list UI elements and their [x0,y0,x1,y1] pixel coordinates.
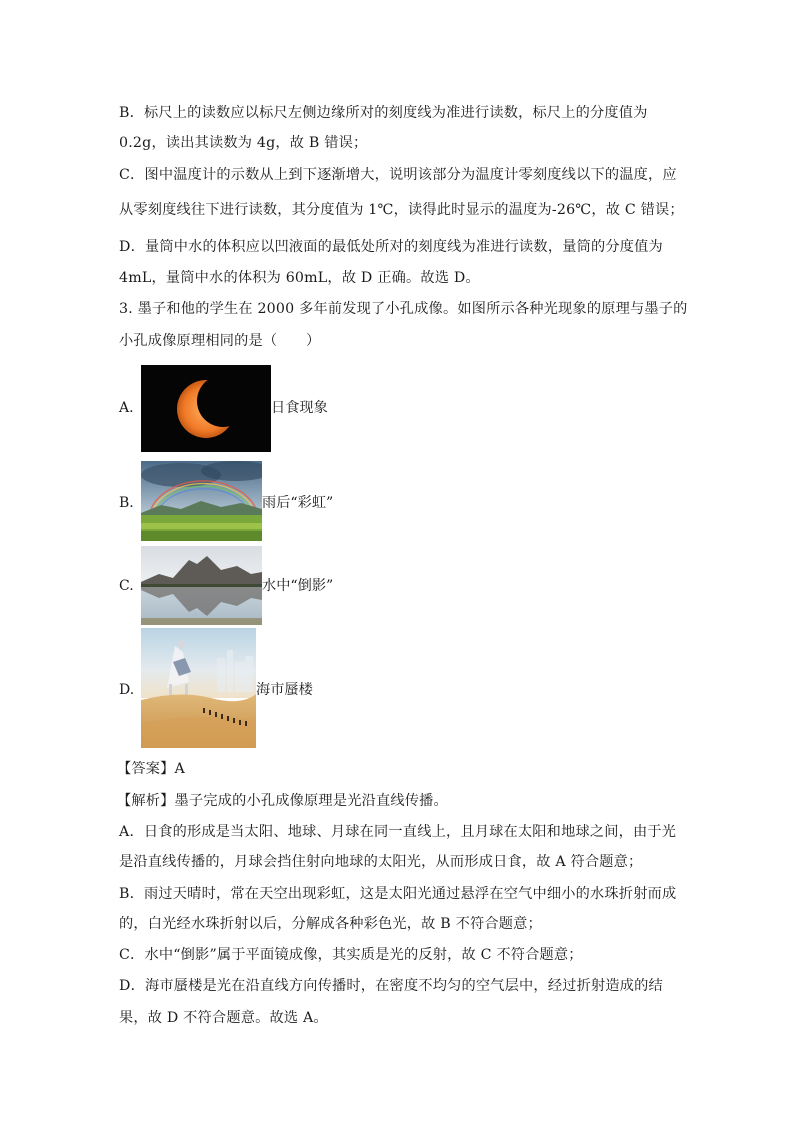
analysis-a-line1: A．日食的形成是当太阳、地球、月球在同一直线上，且月球在太阳和地球之间，由于光 [119,824,677,840]
option-b-text: 雨后“彩虹” [262,495,334,511]
paragraph-d-line2: 4mL，量筒中水的体积为 60mL，故 D 正确。故选 D。 [119,270,480,286]
option-d-text: 海市蜃楼 [256,682,313,698]
rainbow-photo [141,461,262,541]
option-b-label: B. [119,495,134,511]
analysis-b-line1: B．雨过天晴时，常在天空出现彩虹，这是太阳光通过悬浮在空气中细小的水珠折射而成 [119,886,677,902]
option-c-text: 水中“倒影” [262,578,334,594]
option-d-label: D. [119,682,135,698]
solar-eclipse-photo [141,365,271,452]
option-c-label: C. [119,578,134,594]
desert-mirage-photo [141,628,256,748]
paragraph-c-line1: C．图中温度计的示数从上到下逐渐增大，说明该部分为温度计零刻度线以下的温度，应 [119,167,677,183]
analysis-d-line1: D．海市蜃楼是光在沿直线方向传播时，在密度不均匀的空气层中，经过折射造成的结 [119,978,663,994]
analysis-b-line2: 的，白光经水珠折射以后，分解成各种彩色光，故 B 不符合题意； [119,916,542,932]
answer-line: 【答案】A [117,761,185,777]
paragraph-b-line1: B．标尺上的读数应以标尺左侧边缘所对的刻度线为准进行读数，标尺上的分度值为 [119,105,648,121]
option-a-label: A. [119,400,134,416]
mountain-reflection-photo [141,546,262,625]
analysis-c-line1: C．水中“倒影”属于平面镜成像，其实质是光的反射，故 C 不符合题意； [119,947,583,963]
question-line1: 3. 墨子和他的学生在 2000 多年前发现了小孔成像。如图所示各种光现象的原理与墨子的 [119,301,688,317]
paragraph-b-line2: 0.2g，读出其读数为 4g，故 B 错误； [119,135,368,151]
question-line2: 小孔成像原理相同的是（ ） [119,333,321,349]
analysis-d-line2: 果，故 D 不符合题意。故选 A。 [119,1010,328,1026]
analysis-intro: 【解析】墨子完成的小孔成像原理是光沿直线传播。 [117,793,448,809]
analysis-a-line2: 是沿直线传播的，月球会挡住射向地球的太阳光，从而形成日食，故 A 符合题意； [119,854,643,870]
paragraph-d-line1: D．量筒中水的体积应以凹液面的最低处所对的刻度线为准进行读数，量筒的分度值为 [119,239,663,255]
paragraph-c-line2: 从零刻度线往下进行读数，其分度值为 1℃，读得此时显示的温度为-26℃，故 C 错误； [119,202,684,218]
option-a-text: 日食现象 [271,400,328,416]
